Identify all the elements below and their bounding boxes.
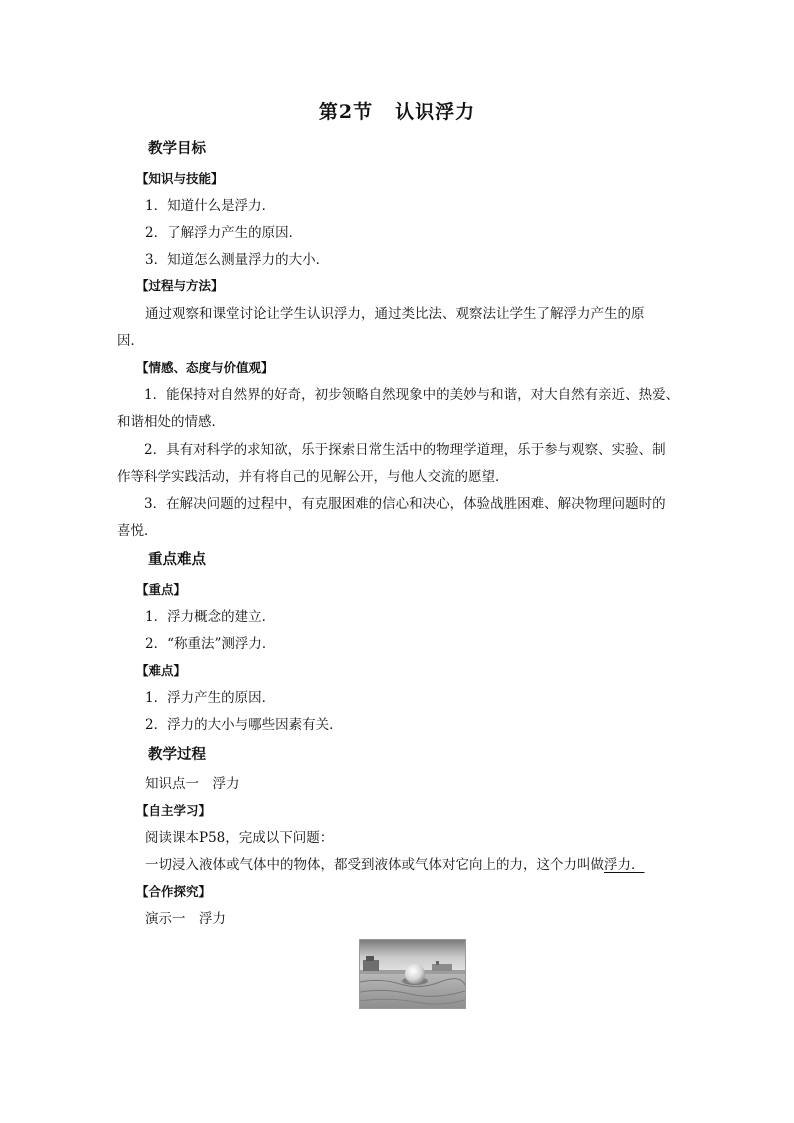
emotion-p2-line-2: 作等科学实践活动，并有将自己的见解公开，与他人交流的愿望． (117, 469, 509, 485)
label-process-method: 【过程与方法】 (136, 278, 224, 293)
demo-1-title: 演示一 浮力 (145, 911, 226, 927)
heading-teaching-process: 教学过程 (148, 746, 206, 763)
emotion-p3-line-2: 喜悦． (117, 523, 158, 539)
fill-in-sentence (117, 853, 710, 877)
emotion-p3-line-1: 3．在解决问题的过程中，有克服困难的信心和决心，体验战胜困难、解决物理问题时的 (144, 496, 666, 512)
label-knowledge-skills: 【知识与技能】 (136, 171, 224, 186)
key-point-2: 2．“称重法”测浮力． (145, 636, 276, 652)
key-point-1: 1．浮力概念的建立． (145, 609, 276, 625)
emotion-p1-line-1: 1．能保持对自然界的好奇，初步领略自然现象中的美妙与和谐，对大自然有亲近、热爱、 (144, 387, 680, 403)
process-text-line-1: 通过观察和课堂讨论让学生认识浮力，通过类比法、观察法让学生了解浮力产生的原 (145, 306, 645, 322)
difficult-point-2: 2．浮力的大小与哪些因素有关． (145, 717, 343, 733)
fill-in-text: 一切浸入液体或气体中的物体，都受到液体或气体对它向上的力，这个力叫做 (145, 857, 604, 873)
label-self-study: 【自主学习】 (136, 803, 212, 818)
difficult-point-1: 1．浮力产生的原因． (145, 690, 276, 706)
knowledge-item-1: 1．知道什么是浮力． (145, 198, 276, 214)
knowledge-point-1: 知识点一 浮力 (145, 776, 240, 792)
heading-key-difficult-points: 重点难点 (148, 551, 206, 568)
emotion-p2-line-1: 2．具有对科学的求知欲，乐于探索日常生活中的物理学道理，乐于参与观察、实验、制 (144, 442, 666, 458)
label-cooperative-inquiry: 【合作探究】 (136, 884, 212, 899)
heading-teaching-goals: 教学目标 (148, 140, 206, 157)
emotion-p1-line-2: 和谐相处的情感． (117, 414, 225, 430)
reading-instruction: 阅读课本P58，完成以下问题： (145, 830, 334, 846)
label-key-points: 【重点】 (136, 582, 187, 597)
knowledge-item-3: 3．知道怎么测量浮力的大小． (145, 252, 330, 268)
page-title (0, 97, 794, 124)
label-difficult-points: 【难点】 (136, 663, 187, 678)
photo-drawing (360, 940, 465, 1008)
fill-in-answer: 浮力． (604, 857, 645, 873)
ball-on-water-photo (359, 939, 466, 1009)
section-name: 认识浮力 (395, 101, 476, 123)
knowledge-item-2: 2．了解浮力产生的原因． (145, 225, 303, 241)
process-text-line-2: 因． (117, 333, 144, 349)
label-emotion-values: 【情感、态度与价值观】 (136, 360, 274, 375)
section-number: 第2节 (318, 101, 374, 123)
